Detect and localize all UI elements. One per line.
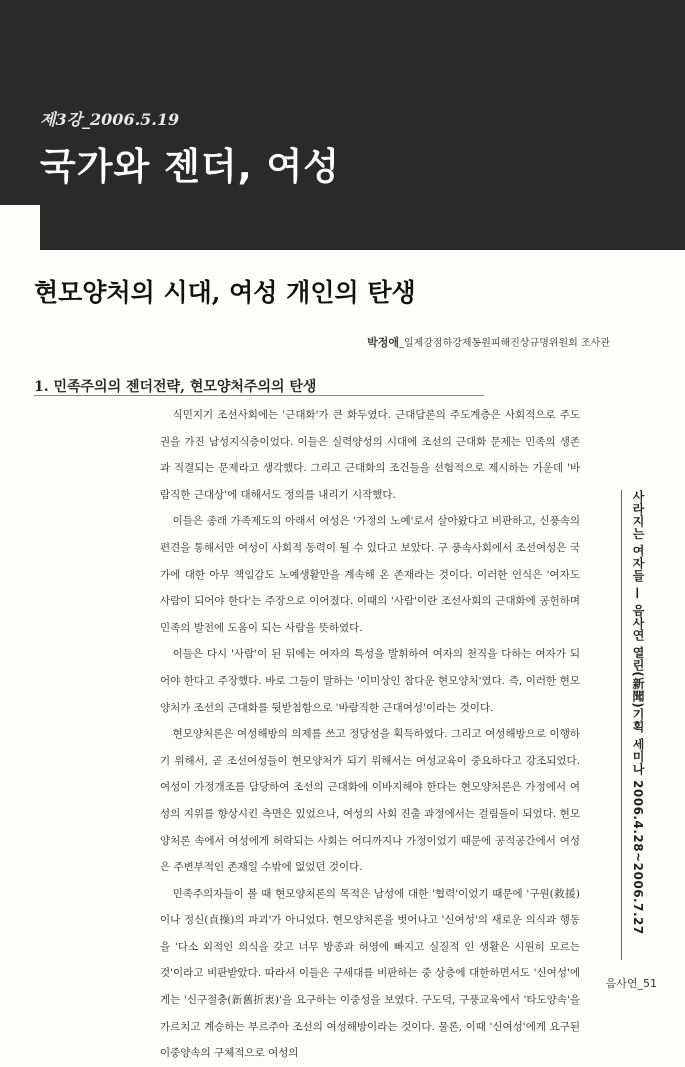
banner-notch bbox=[0, 205, 40, 250]
section-divider bbox=[34, 395, 484, 396]
author-affiliation: _일제강점하강제동원피해진상규명위원회 조사관 bbox=[398, 338, 610, 349]
paragraph: 식민지기 조선사회에는 '근대화'가 큰 화두였다. 근대담론의 주도계층은 사회적으로 주도권을 가진 남성지식층이었다. 이들은 실력양성의 시대에 조선의 근대화 문제는 민족의 생존과 직결되는 문제라고 생각했다. 그리고 근대화의 조건들을 선험적으로 제시하는 가운데 '바람직한 근대상'에 대해서도 정의를 내리기 시작했다. bbox=[160, 409, 580, 501]
paragraph: 이들은 종래 가족제도의 아래서 여성은 '가정의 노예'로서 살아왔다고 비판하고, 신풍속의 편견을 통해서만 여성이 사회적 동력이 될 수 있다고 보았다. 구 풍속사회에서 조선여성은 국가에 대한 아무 책임감도 노예생활만을 계속해 온 존재라는 것이다. 이러한 인식은 '여자도 사람이 되어야 한다'는 주장으로 이어졌다. 이때의 '사람'이란 조선사회의 근대화에 공헌하며 민족의 발전에 도움이 되는 사람을 뜻하였다. bbox=[160, 515, 580, 634]
paragraph: 이들은 다시 '사람'이 된 뒤에는 여자의 특성을 발휘하여 여자의 천직을 다하는 여자가 되어야 한다고 주장했다. 바로 그들이 말하는 '이미상인 참다운 현모양처'였다. 즉, 이러한 현모양처가 조선의 근대화를 뒷받침함으로 '바람직한 근대여성'이라는 것이다. bbox=[160, 648, 580, 714]
paragraph: 현모양처론은 여성해방의 의제를 쓰고 정당성을 획득하였다. 그리고 여성해방으로 이행하기 위해서, 곧 조선여성들이 현모양처가 되기 위해서는 여성교육이 중요하다고 강조되었다. 여성이 가정개조를 담당하여 조선의 근대화에 이바지해야 한다는 현모양처론은 가정에서 여성의 지위를 향상시킨 측면은 있었으나, 여성의 사회 진출 과정에서는 걸림돌이 되었다. 현모양처론 속에서 여성에게 허락되는 사회는 어디까지나 가정이었기 때문에 공적공간에서 여성은 주변부적인 존재일 수밖에 없었던 것이다. bbox=[160, 728, 580, 874]
sidebar bbox=[630, 490, 650, 970]
author-name: 박정애 bbox=[367, 336, 399, 349]
sidebar-divider bbox=[621, 490, 622, 960]
section-heading: 1. 민족주의의 젠더전략, 현모양처주의의 탄생 bbox=[34, 379, 317, 395]
page-number: 음사연_51 bbox=[605, 977, 657, 990]
paragraph: 민족주의자들이 볼 때 현모양처론의 목적은 남성에 대한 '협력'이었기 때문에 '구원(救援)이나 정신(貞操)의 파괴'가 아니었다. 현모양처론을 벗어나고 '신여성'의 새로운 의식과 행동을 '다소 외적인 의식을 갖고 너무 방종과 허영에 빠지고 실질적 인 생활은 시원히 모르는 것'이라고 비판받았다. 따라서 이들은 구세대를 비판하는 중 상층에 대한하면서도 '신여성'에게는 '신구절충(新舊折衷)'을 요구하는 이중성을 보였다. 구도덕, 구풍교육에서 '타도양속'을 가르치고 계승하는 부르주아 조선의 여성해방이라는 것이다. 물론, 이때 '신여성'에게 요구된 이중양속의 구체적으로 여성의 bbox=[160, 887, 580, 1060]
banner-title: 국가와 젠더, 여성 bbox=[40, 145, 341, 188]
header-banner bbox=[0, 0, 685, 250]
article-title: 현모양처의 시대, 여성 개인의 탄생 bbox=[34, 278, 416, 307]
sidebar-text: 사라지는 여자들 — 음사연 열린(新聞)기획 세미나 2006.4.28~2006.7.27 bbox=[631, 490, 645, 935]
article-body bbox=[160, 402, 580, 1067]
session-label: 제3강_2006.5.19 bbox=[40, 110, 180, 129]
author-line bbox=[367, 334, 610, 350]
